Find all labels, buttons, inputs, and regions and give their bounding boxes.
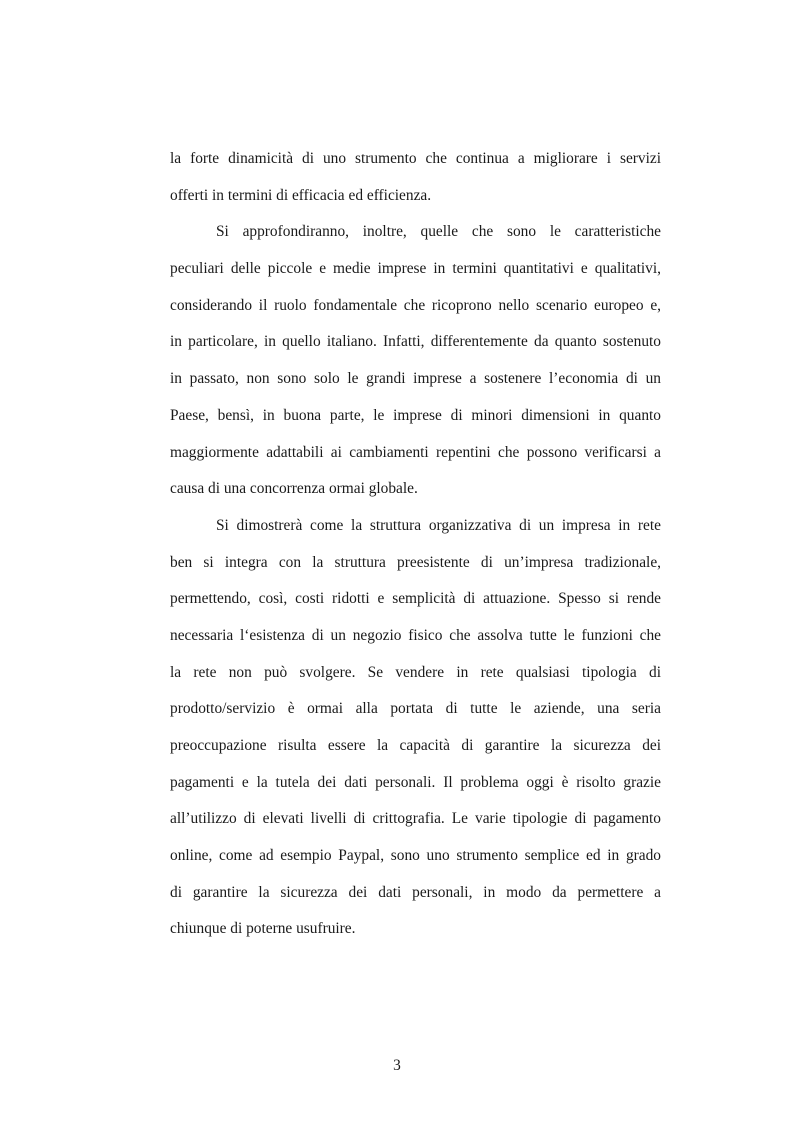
text-line: offerti in termini di efficacia ed efficienza. xyxy=(170,186,432,204)
page-number: 3 xyxy=(393,1057,401,1074)
text-line: permettendo, così, costi ridotti e semplicità di attuazione. Spesso si rende xyxy=(170,590,661,608)
text-line: di garantire la sicurezza dei dati personali, in modo da permettere a xyxy=(170,883,661,901)
text-line: in passato, non sono solo le grandi imprese a sostenere l’economia di un xyxy=(170,370,661,388)
text-line: online, come ad esempio Paypal, sono uno strumento semplice ed in grado xyxy=(170,847,661,865)
text-line: considerando il ruolo fondamentale che ricoprono nello scenario europeo e, xyxy=(170,296,661,314)
text-line: maggiormente adattabili ai cambiamenti repentini che possono verificarsi a xyxy=(170,443,661,461)
text-line: pagamenti e la tutela dei dati personali. Il problema oggi è risolto grazie xyxy=(170,773,661,791)
text-line: prodotto/servizio è ormai alla portata di tutte le aziende, una seria xyxy=(170,700,661,718)
text-line: ben si integra con la struttura preesistente di un’impresa tradizionale, xyxy=(170,553,661,571)
text-line: in particolare, in quello italiano. Infatti, differentemente da quanto sostenuto xyxy=(170,333,661,351)
body-text xyxy=(170,141,661,948)
text-line: Si approfondiranno, inoltre, quelle che sono le caratteristiche xyxy=(216,223,661,241)
text-line: peculiari delle piccole e medie imprese in termini quantitativi e qualitativi, xyxy=(170,260,661,278)
text-line: Si dimostrerà come la struttura organizzativa di un impresa in rete xyxy=(216,516,661,534)
text-line: Paese, bensì, in buona parte, le imprese di minori dimensioni in quanto xyxy=(170,406,661,424)
text-line: necessaria l‘esistenza di un negozio fisico che assolva tutte le funzioni che xyxy=(170,626,661,644)
text-line: chiunque di poterne usufruire. xyxy=(170,920,356,938)
text-line: all’utilizzo di elevati livelli di crittografia. Le varie tipologie di pagamento xyxy=(170,810,661,828)
text-line: la rete non può svolgere. Se vendere in rete qualsiasi tipologia di xyxy=(170,663,661,681)
text-line: causa di una concorrenza ormai globale. xyxy=(170,480,418,498)
text-line: preoccupazione risulta essere la capacità di garantire la sicurezza dei xyxy=(170,737,661,754)
text-line: la forte dinamicità di uno strumento che continua a migliorare i servizi xyxy=(170,150,661,167)
